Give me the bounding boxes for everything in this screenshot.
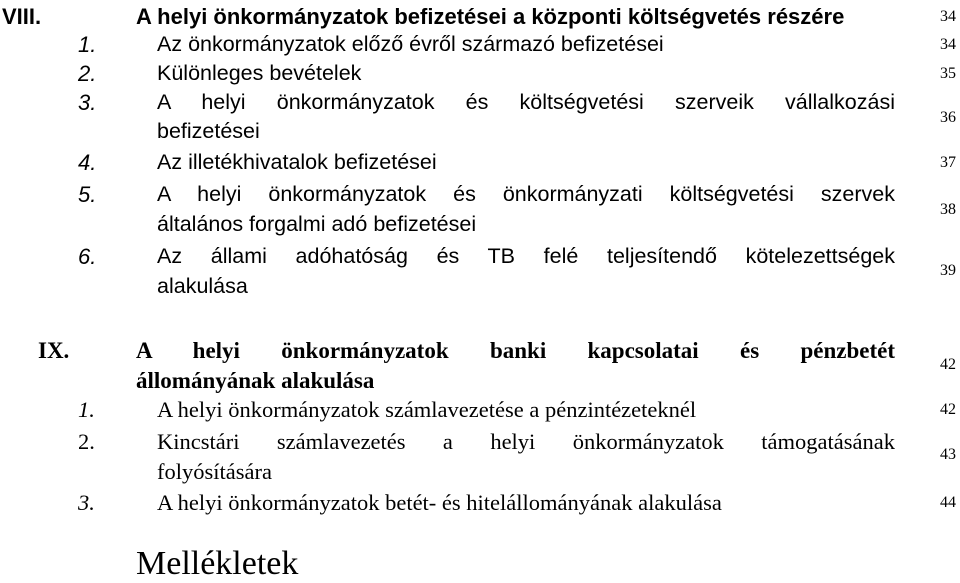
item-text: Az illetékhivatalok befizetései (157, 150, 437, 174)
item-text: A helyi önkormányzatok számlavezetése a pénzintézeteknél (157, 397, 697, 422)
item-number: 5. (78, 182, 97, 207)
item-text-continuation: általános forgalmi adó befizetései (157, 212, 477, 236)
page-number: 36 (940, 109, 956, 126)
item-text-continuation: befizetései (157, 119, 260, 143)
section-title-continuation: állományának alakulása (136, 368, 375, 393)
page-number: 37 (940, 154, 956, 171)
item-text: Az állami adóhatóság és TB felé teljesítendő kötelezettségek (157, 244, 895, 268)
page-number: 42 (940, 401, 956, 418)
page-number: 34 (940, 8, 956, 25)
item-text: Különleges bevételek (157, 61, 362, 85)
page-number: 43 (940, 446, 956, 463)
page-number: 34 (940, 36, 956, 53)
item-text-continuation: folyósítására (157, 459, 272, 484)
item-number: 1. (78, 397, 95, 422)
item-text: A helyi önkormányzatok és költségvetési szerveik vállalkozási (157, 90, 895, 114)
item-number: 3. (78, 90, 97, 115)
item-text: A helyi önkormányzatok betét- és hitelállományának alakulása (157, 490, 722, 515)
appendix-heading: Mellékletek (136, 545, 299, 582)
item-text: Kincstári számlavezetés a helyi önkormányzatok támogatásának (157, 429, 895, 454)
page-number: 38 (940, 201, 956, 218)
item-text-continuation: alakulása (157, 274, 248, 298)
section-title: A helyi önkormányzatok befizetései a központi költségvetés részére (136, 4, 845, 29)
section-numeral: VIII. (2, 4, 42, 29)
item-number: 2. (78, 429, 95, 454)
item-number: 6. (78, 244, 97, 269)
page-number: 42 (940, 356, 956, 373)
page-number: 44 (940, 494, 956, 511)
item-number: 3. (78, 490, 95, 515)
page-number: 39 (940, 262, 956, 279)
section-title: A helyi önkormányzatok banki kapcsolatai és pénzbetét (136, 338, 895, 363)
item-text: Az önkormányzatok előző évről származó befizetései (157, 32, 664, 56)
item-number: 1. (78, 32, 97, 57)
item-number: 2. (78, 61, 97, 86)
item-text: A helyi önkormányzatok és önkormányzati költségvetési szervek (157, 182, 895, 206)
section-numeral: IX. (38, 338, 70, 363)
item-number: 4. (78, 150, 97, 175)
page-number: 35 (940, 65, 956, 82)
